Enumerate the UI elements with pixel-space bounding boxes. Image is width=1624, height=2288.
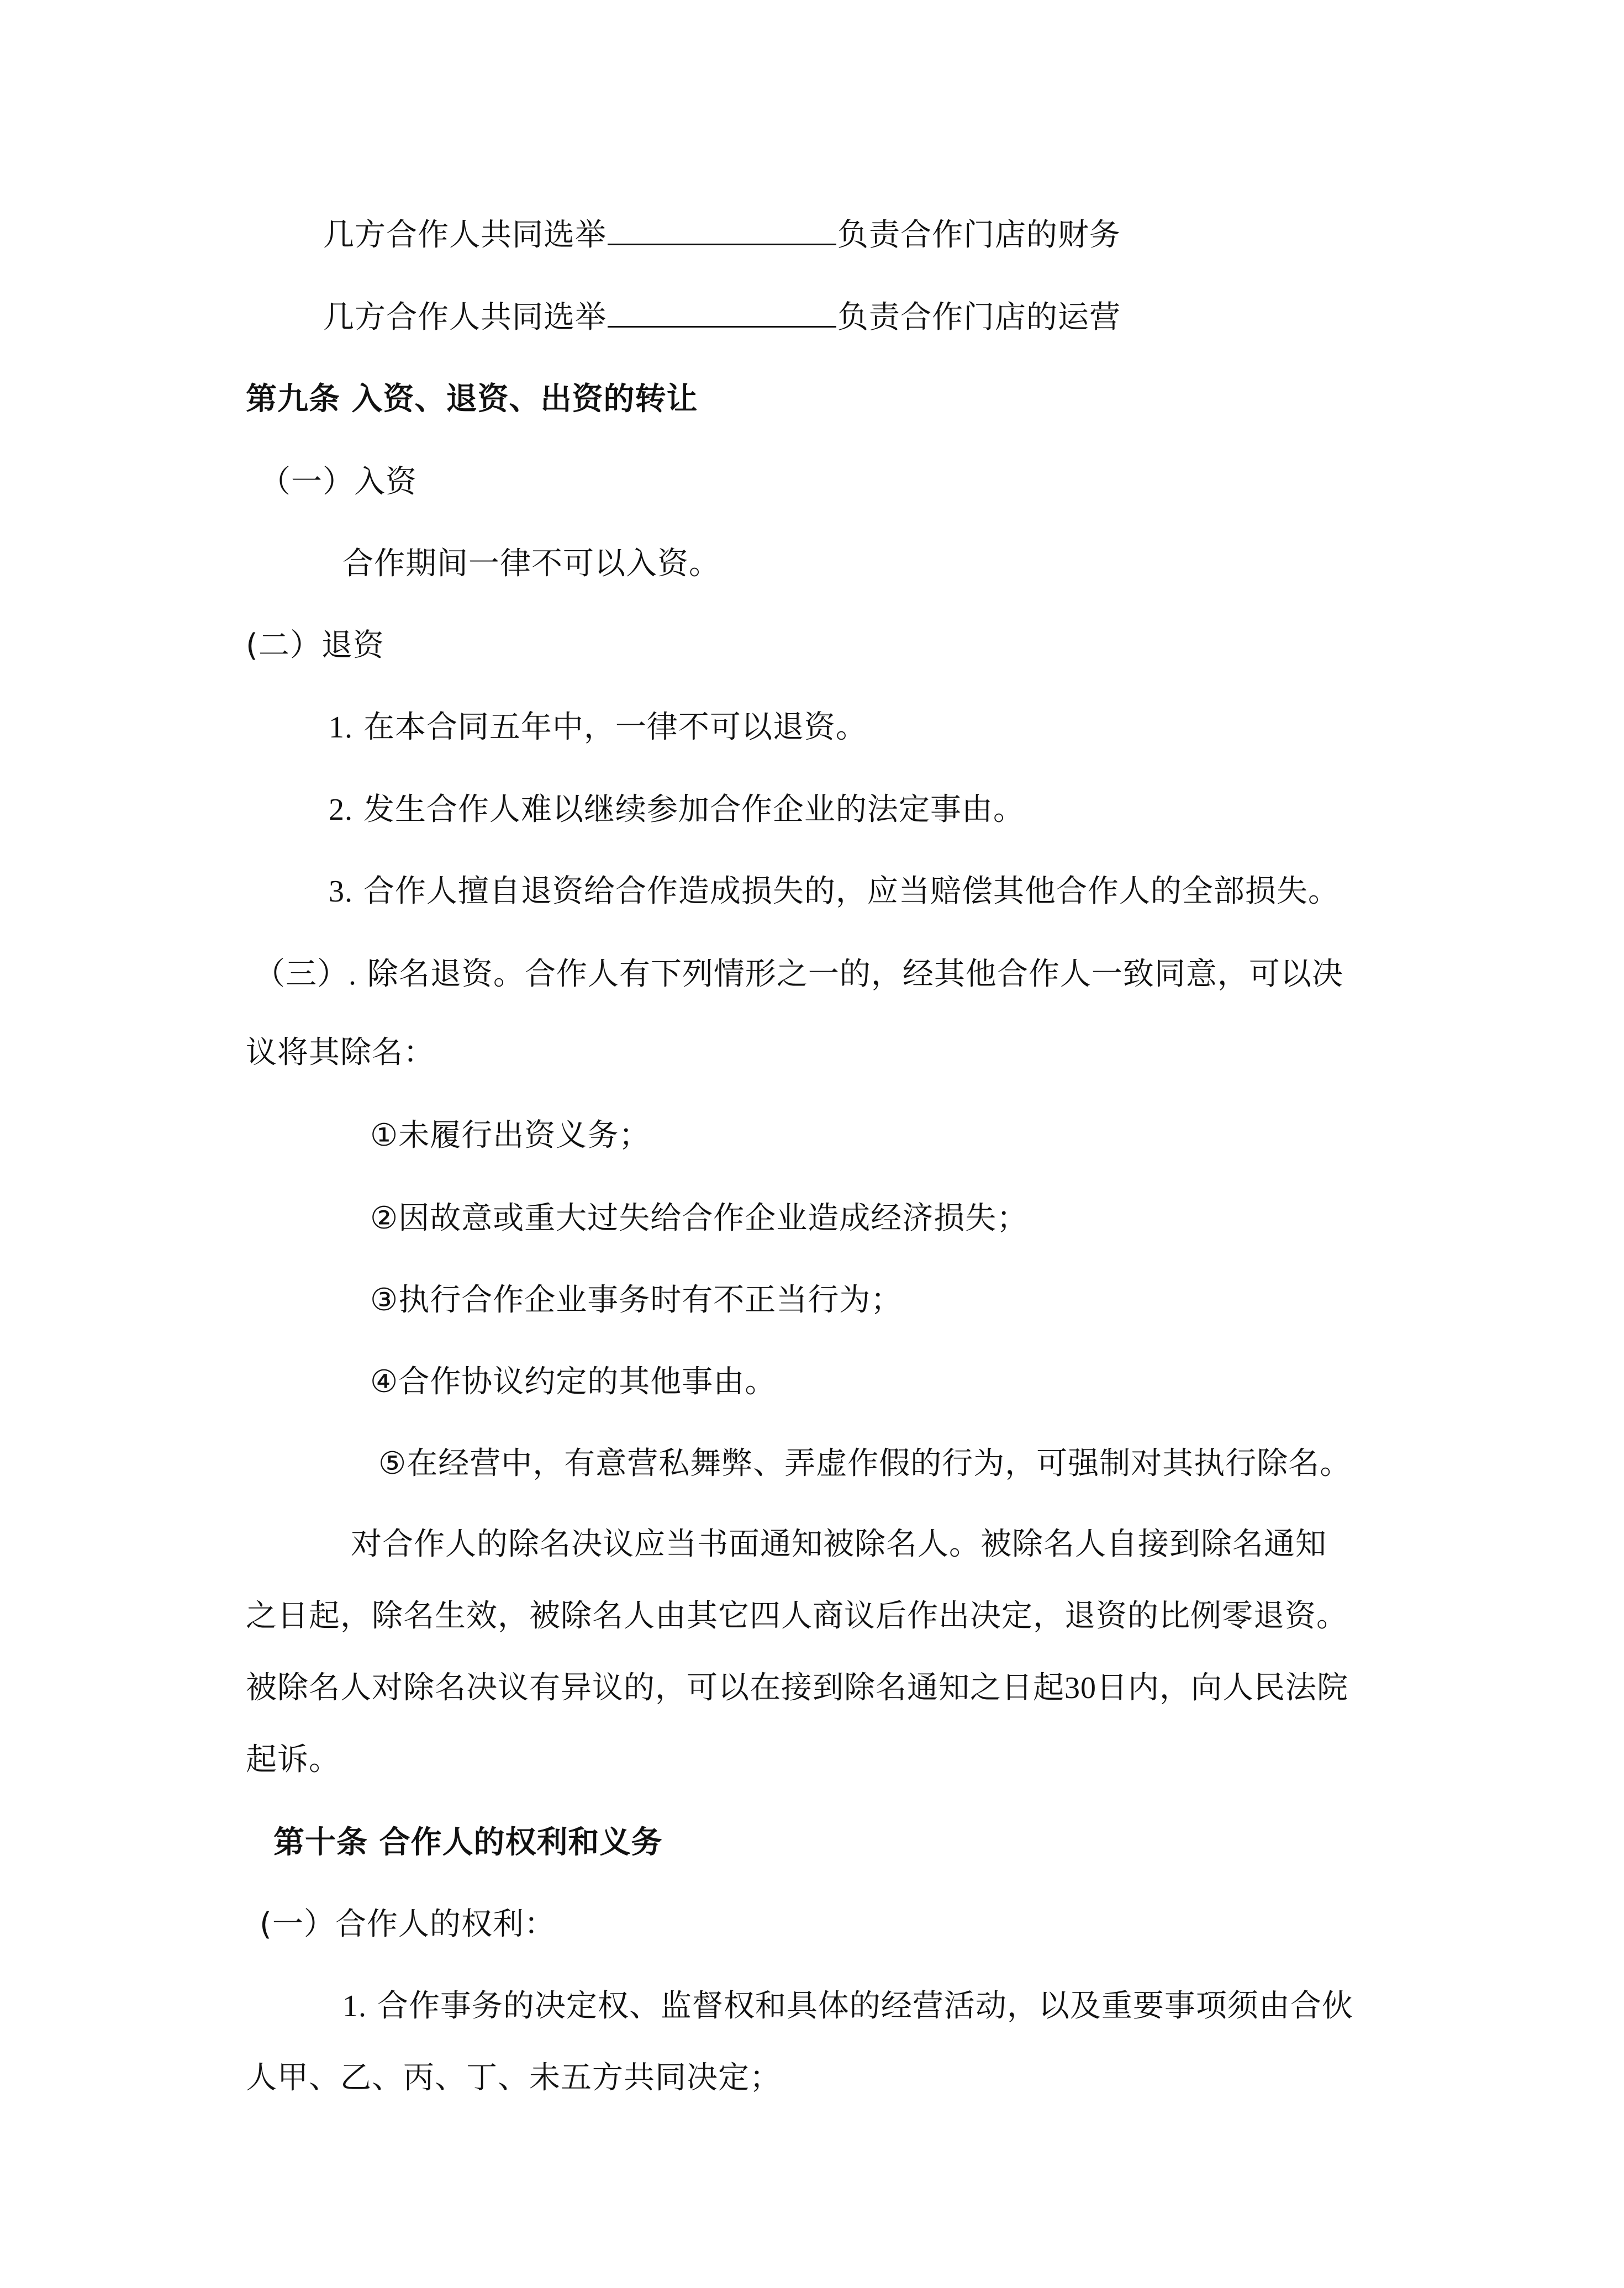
rights-item-1 [342,1986,1353,2026]
section-capital-entry-body: 合作期间一律不可以入资。 [342,546,720,582]
expulsion-condition-2: ②因故意或重大过失给合作企业造成经济损失； [370,1200,1029,1236]
section-number: （三） [254,956,349,992]
expulsion-notice-paragraph-line-4: 起诉。 [246,1742,340,1778]
section-text: 除名退资。合作人有下列情形之一的，经其他合作人一致同意，可以决 [367,956,1343,992]
item-text: 在本合同五年中，一律不可以退资。 [363,709,867,745]
expulsion-notice-paragraph-line-3 [246,1668,1348,1708]
withdrawal-item-1 [329,708,867,747]
expulsion-notice-paragraph-line-1: 对合作人的除名决议应当书面通知被除名人。被除名人自接到除名通知 [351,1526,1327,1562]
finance-election-line [323,215,1121,255]
section-expulsion-heading-cont: 议将其除名： [246,1035,435,1071]
item-number: 2. [329,793,353,827]
expulsion-condition-3: ③执行合作企业事务时有不正当行为； [370,1282,903,1318]
fill-in-blank[interactable] [608,298,836,328]
days-number: 30 [1064,1671,1096,1705]
item-text: 合作事务的决定权、监督权和具体的经营活动，以及重要事项须由合伙 [377,1988,1353,2024]
para-text: 被除名人对除名决议有异议的，可以在接到除名通知之日起 [246,1670,1064,1706]
line-text: 负责合作门店的运营 [837,299,1121,335]
operations-election-line [323,298,1121,338]
line-text: 几方合作人共同选举 [323,299,607,335]
article-10-heading: 第十条 合作人的权利和义务 [273,1825,663,1860]
item-number: 1. [342,1989,367,2023]
item-text: 发生合作人难以继续参加合作企业的法定事由。 [363,792,1025,827]
fill-in-blank[interactable] [608,216,836,245]
dot: . [349,957,357,992]
item-number: 1. [329,710,353,745]
expulsion-condition-4: ④合作协议约定的其他事由。 [370,1364,777,1400]
section-rights-heading: (一）合作人的权利： [260,1906,556,1942]
expulsion-condition-5: ⑤在经营中，有意营私舞弊、弄虚作假的行为，可强制对其执行除名。 [378,1446,1352,1482]
rights-item-1-cont: 人甲、乙、丙、丁、未五方共同决定； [246,2060,781,2096]
section-withdrawal-heading: (二）退资 [246,628,384,663]
withdrawal-item-3 [329,872,1340,911]
withdrawal-item-2 [329,790,1025,830]
line-text: 负责合作门店的财务 [837,217,1121,253]
line-text: 几方合作人共同选举 [323,217,607,253]
item-number: 3. [329,874,353,909]
section-capital-entry-heading: （一）入资 [260,464,417,500]
expulsion-notice-paragraph-line-2: 之日起，除名生效，被除名人由其它四人商议后作出决定，退资的比例零退资。 [246,1598,1348,1634]
section-expulsion-heading [254,955,1343,994]
article-9-heading: 第九条 入资、退资、出资的转让 [246,381,698,417]
expulsion-condition-1: ①未履行出资义务； [370,1117,651,1153]
para-text: 日内，向人民法院 [1096,1670,1348,1706]
item-text: 合作人擅自退资给合作造成损失的，应当赔偿其他合作人的全部损失。 [363,873,1340,909]
